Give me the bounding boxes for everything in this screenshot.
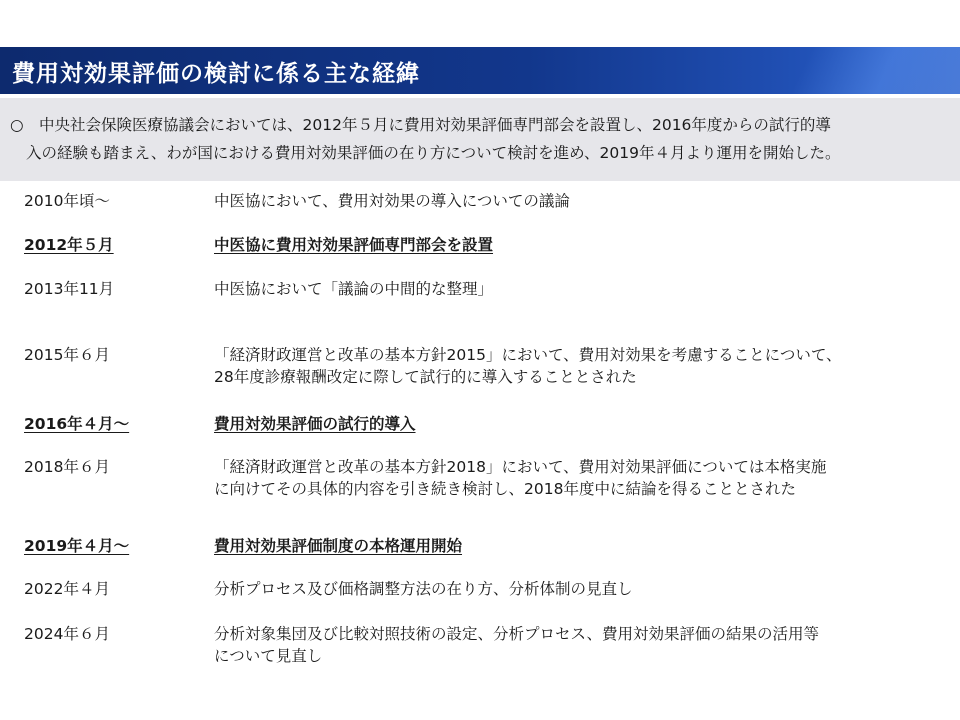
timeline-description-line: 分析対象集団及び比較対照技術の設定、分析プロセス、費用対効果評価の結果の活用等	[214, 625, 819, 643]
page-title: 費用対効果評価の検討に係る主な経緯	[12, 61, 420, 87]
timeline-description-line: 28年度診療報酬改定に際して試行的に導入することとされた	[214, 368, 637, 386]
timeline-description	[214, 190, 954, 212]
timeline-date: 2022年４月	[24, 580, 110, 598]
timeline-description	[214, 413, 954, 435]
timeline-description-line: に向けてその具体的内容を引き続き検討し、2018年度中に結論を得ることとされた	[214, 480, 796, 498]
timeline-description-line: 費用対効果評価制度の本格運用開始	[214, 537, 463, 555]
timeline-date: 2012年５月	[24, 236, 114, 254]
timeline-date: 2010年頃～	[24, 192, 110, 210]
timeline-description-line: について見直し	[214, 647, 323, 665]
timeline-date: 2024年６月	[24, 625, 110, 643]
timeline-description	[214, 344, 954, 388]
summary-line-2: 入の経験も踏まえ、わが国における費用対効果評価の在り方について検討を進め、2019年４月より運用を開始した。	[26, 144, 841, 162]
timeline-date: 2018年６月	[24, 458, 110, 476]
timeline-description-line: 中医協において「議論の中間的な整理」	[214, 280, 494, 298]
timeline-date: 2019年４月～	[24, 537, 130, 555]
timeline-description-line: 「経済財政運営と改革の基本方針2015」において、費用対効果を考慮することについて、	[214, 346, 842, 364]
timeline-date: 2015年６月	[24, 346, 110, 364]
timeline-date: 2016年４月～	[24, 415, 130, 433]
timeline-date: 2013年11月	[24, 280, 115, 298]
timeline-description	[214, 623, 954, 667]
timeline-description-line: 分析プロセス及び価格調整方法の在り方、分析体制の見直し	[214, 580, 633, 598]
timeline-description	[214, 456, 954, 500]
timeline-description-line: 中医協において、費用対効果の導入についての議論	[214, 192, 570, 210]
timeline-description	[214, 278, 954, 300]
timeline-description	[214, 234, 954, 256]
timeline-description	[214, 578, 954, 600]
summary-line-1: ○ 中央社会保険医療協議会においては、2012年５月に費用対効果評価専門部会を設置し、2016年度からの試行的導	[10, 116, 831, 134]
timeline-description-line: 費用対効果評価の試行的導入	[214, 415, 416, 433]
timeline-description	[214, 535, 954, 557]
timeline-description-line: 「経済財政運営と改革の基本方針2018」において、費用対効果評価については本格実施	[214, 458, 827, 476]
timeline-description-line: 中医協に費用対効果評価専門部会を設置	[214, 236, 494, 254]
